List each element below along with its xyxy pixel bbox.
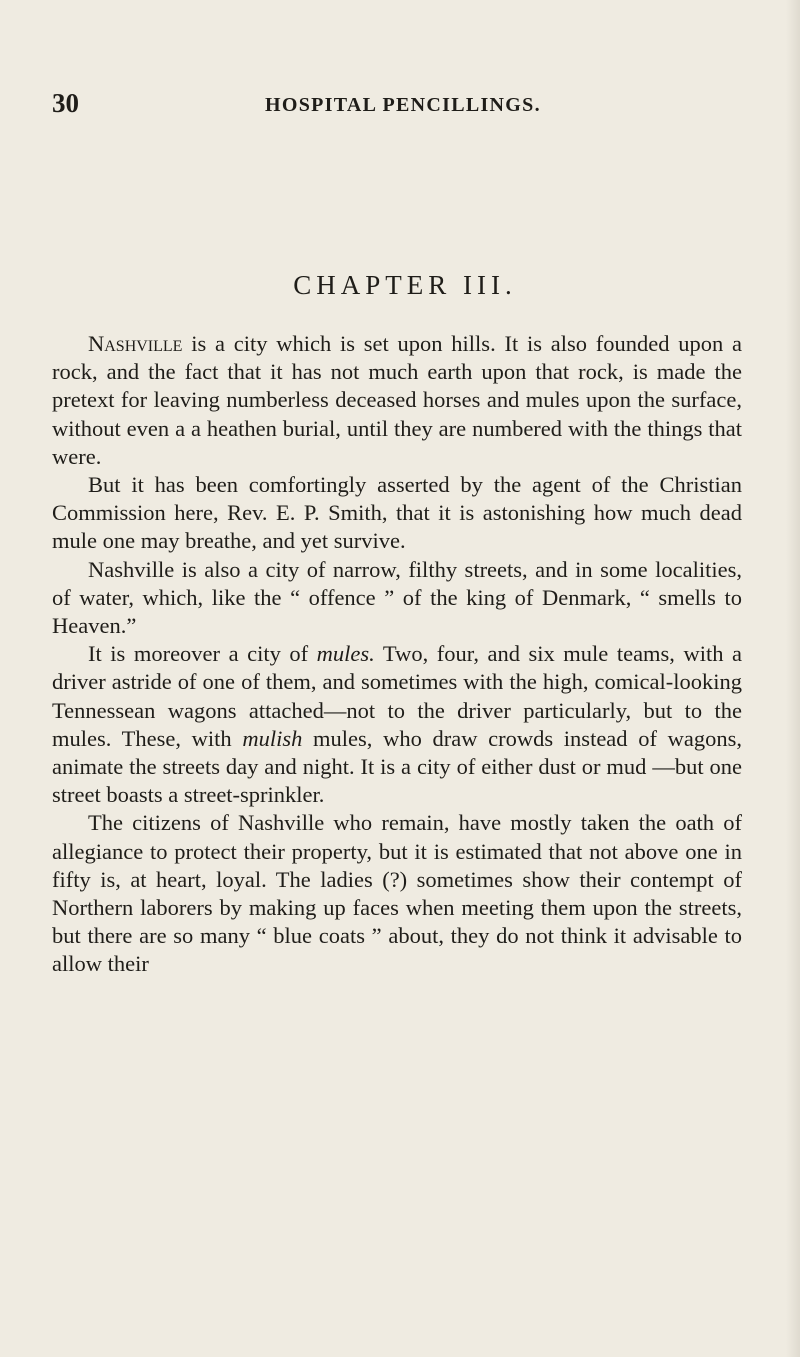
italic-mulish: mulish <box>242 725 303 751</box>
paragraph-3: Nashville is also a city of narrow, filthy streets, and in some localities, of water, which, like the “ offence ” of the king of Denmark, “ smells to Heaven.” <box>52 556 742 639</box>
paragraph-4-part-1: It is moreover a city of <box>88 641 317 667</box>
paragraph-4 <box>52 640 742 809</box>
paragraph-2: But it has been comfortingly asserted by the agent of the Christian Commission here, Rev. E. P. Smith, that it is astonishing how much dead mule one may breathe, and yet survive. <box>52 472 742 554</box>
italic-mules: mules. <box>316 641 375 667</box>
running-title: HOSPITAL PENCILLINGS. <box>265 94 541 116</box>
paragraph-4-part-3: mules, who draw crowds instead of wagons, animate the streets day and night. It is a city of either dust or mud —but one street boasts a street-sprinkler. <box>52 725 742 808</box>
paragraph-1 <box>52 330 742 471</box>
paragraph-4-part-2: Two, four, and six mule teams, with a driver astride of one of them, and sometimes with the high, comical-looking Tennessean wagons attached—not to the driver particularly, but to the mules. These, with <box>52 641 742 751</box>
page-number: 30 <box>52 88 79 118</box>
body-text <box>52 330 742 979</box>
chapter-heading: CHAPTER III. <box>293 270 517 300</box>
running-head <box>52 88 742 118</box>
paragraph-5: The citizens of Nashville who remain, have mostly taken the oath of allegiance to protect their property, but it is estimated that not above one in fifty is, at heart, loyal. The ladies (?) sometimes show their contempt of Northern laborers by making up faces when meeting them upon the streets, but there are so many “ blue coats ” about, they do not think it advisable to allow their <box>52 810 742 977</box>
page-edge-shadow <box>786 0 800 1357</box>
lead-word: Nashville <box>88 331 183 356</box>
paragraph-1-text: is a city which is set upon hills. It is also founded upon a rock, and the fact that it has not much earth upon that rock, is made the pretext for leaving numberless deceased horses and mules upon the surface, without even a a heathen burial, until they are numbered with the things that were. <box>52 331 742 469</box>
